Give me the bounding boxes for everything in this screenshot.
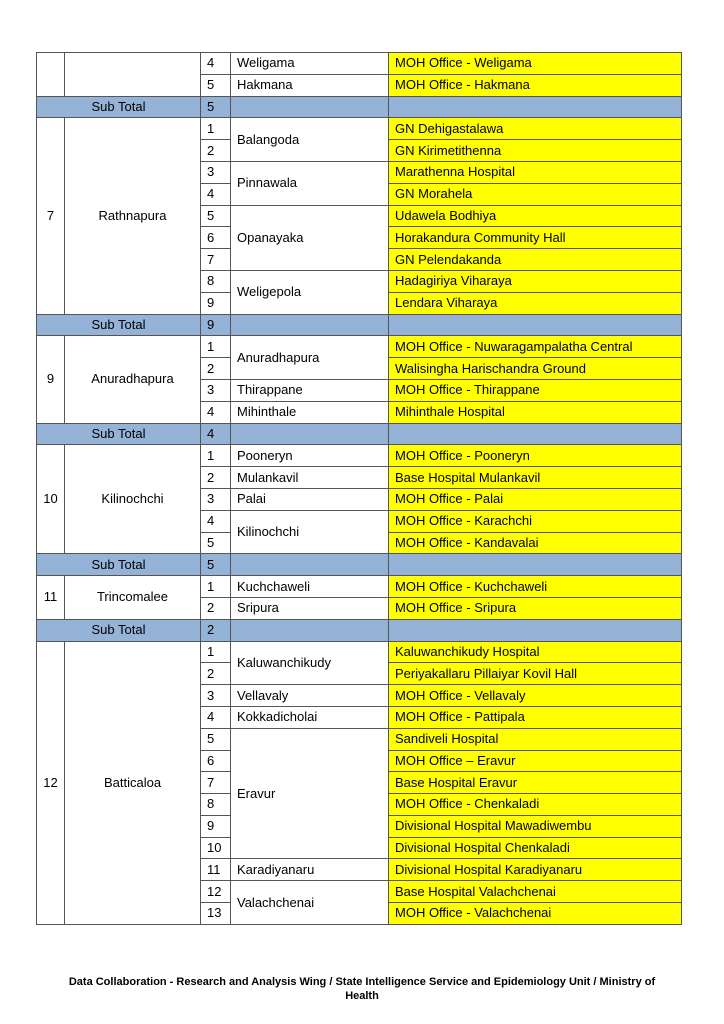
vaccination-center: Walisingha Harischandra Ground	[389, 358, 682, 380]
district-name: Trincomalee	[65, 576, 201, 620]
center-index: 4	[201, 706, 231, 728]
subtotal-empty-cell	[389, 619, 682, 641]
center-index: 1	[201, 576, 231, 598]
district-number: 10	[37, 445, 65, 554]
vaccination-center: Divisional Hospital Karadiyanaru	[389, 859, 682, 881]
center-index: 4	[201, 53, 231, 75]
subtotal-label: Sub Total	[37, 423, 201, 445]
center-index: 7	[201, 772, 231, 794]
center-index: 3	[201, 161, 231, 183]
vaccination-center: MOH Office - Palai	[389, 488, 682, 510]
center-index: 3	[201, 488, 231, 510]
footer-line-1: Data Collaboration - Research and Analysis Wing / State Intelligence Service and Epidemiology Unit / Ministry of	[68, 976, 656, 988]
center-index: 2	[201, 358, 231, 380]
subtotal-row	[37, 96, 682, 118]
moh-area: Weligepola	[231, 270, 389, 314]
subtotal-value: 9	[201, 314, 231, 336]
center-index: 5	[201, 205, 231, 227]
vaccination-centers-table	[36, 52, 682, 925]
vaccination-center: GN Dehigastalawa	[389, 118, 682, 140]
table-row	[37, 336, 682, 358]
vaccination-center: MOH Office - Kandavalai	[389, 532, 682, 554]
district-name	[65, 53, 201, 97]
district-name: Rathnapura	[65, 118, 201, 314]
vaccination-center: Horakandura Community Hall	[389, 227, 682, 249]
district-number: 12	[37, 641, 65, 924]
center-index: 5	[201, 728, 231, 750]
vaccination-center: MOH Office - Kuchchaweli	[389, 576, 682, 598]
vaccination-center: Kaluwanchikudy Hospital	[389, 641, 682, 663]
vaccination-center: MOH Office – Eravur	[389, 750, 682, 772]
center-index: 8	[201, 270, 231, 292]
vaccination-center: MOH Office - Hakmana	[389, 74, 682, 96]
vaccination-center: Divisional Hospital Mawadiwembu	[389, 815, 682, 837]
moh-area: Valachchenai	[231, 881, 389, 925]
center-index: 1	[201, 336, 231, 358]
subtotal-empty-cell	[231, 314, 389, 336]
moh-area: Palai	[231, 488, 389, 510]
table-row	[37, 576, 682, 598]
subtotal-empty-cell	[389, 554, 682, 576]
moh-area: Mulankavil	[231, 467, 389, 489]
subtotal-empty-cell	[389, 423, 682, 445]
vaccination-center: MOH Office - Chenkaladi	[389, 794, 682, 816]
vaccination-center: MOH Office - Sripura	[389, 597, 682, 619]
subtotal-empty-cell	[231, 423, 389, 445]
center-index: 6	[201, 750, 231, 772]
vaccination-center: Periyakallaru Pillaiyar Kovil Hall	[389, 663, 682, 685]
vaccination-center: Divisional Hospital Chenkaladi	[389, 837, 682, 859]
table-row	[37, 641, 682, 663]
subtotal-row	[37, 314, 682, 336]
moh-area: Eravur	[231, 728, 389, 859]
vaccination-center: MOH Office - Vellavaly	[389, 685, 682, 707]
center-index: 13	[201, 903, 231, 925]
district-number: 7	[37, 118, 65, 314]
subtotal-value: 5	[201, 96, 231, 118]
center-index: 3	[201, 379, 231, 401]
table-body	[37, 53, 682, 925]
moh-area: Thirappane	[231, 379, 389, 401]
moh-area: Opanayaka	[231, 205, 389, 270]
vaccination-center: MOH Office - Pooneryn	[389, 445, 682, 467]
vaccination-center: MOH Office - Nuwaragampalatha Central	[389, 336, 682, 358]
district-name: Anuradhapura	[65, 336, 201, 423]
center-index: 9	[201, 292, 231, 314]
moh-area: Anuradhapura	[231, 336, 389, 380]
district-name: Batticaloa	[65, 641, 201, 924]
vaccination-center: Base Hospital Eravur	[389, 772, 682, 794]
moh-area: Kuchchaweli	[231, 576, 389, 598]
vaccination-center: Base Hospital Mulankavil	[389, 467, 682, 489]
district-name: Kilinochchi	[65, 445, 201, 554]
center-index: 4	[201, 183, 231, 205]
center-index: 4	[201, 510, 231, 532]
moh-area: Sripura	[231, 597, 389, 619]
vaccination-center: Sandiveli Hospital	[389, 728, 682, 750]
center-index: 1	[201, 118, 231, 140]
center-index: 12	[201, 881, 231, 903]
subtotal-value: 5	[201, 554, 231, 576]
center-index: 5	[201, 74, 231, 96]
moh-area: Karadiyanaru	[231, 859, 389, 881]
footer-line-2: Health	[345, 990, 379, 1002]
center-index: 6	[201, 227, 231, 249]
page-footer	[0, 975, 724, 1003]
moh-area: Hakmana	[231, 74, 389, 96]
center-index: 4	[201, 401, 231, 423]
subtotal-row	[37, 619, 682, 641]
subtotal-label: Sub Total	[37, 619, 201, 641]
vaccination-center: MOH Office - Valachchenai	[389, 903, 682, 925]
vaccination-center: Hadagiriya Viharaya	[389, 270, 682, 292]
subtotal-value: 2	[201, 619, 231, 641]
vaccination-center: MOH Office - Thirappane	[389, 379, 682, 401]
vaccination-center: GN Kirimetithenna	[389, 140, 682, 162]
vaccination-center: MOH Office - Karachchi	[389, 510, 682, 532]
center-index: 9	[201, 815, 231, 837]
vaccination-center: Marathenna Hospital	[389, 161, 682, 183]
subtotal-row	[37, 554, 682, 576]
vaccination-center: GN Morahela	[389, 183, 682, 205]
vaccination-center: GN Pelendakanda	[389, 249, 682, 271]
center-index: 11	[201, 859, 231, 881]
moh-area: Kaluwanchikudy	[231, 641, 389, 685]
vaccination-center: MOH Office - Weligama	[389, 53, 682, 75]
moh-area: Pooneryn	[231, 445, 389, 467]
center-index: 3	[201, 685, 231, 707]
moh-area: Weligama	[231, 53, 389, 75]
center-index: 10	[201, 837, 231, 859]
vaccination-center: Mihinthale Hospital	[389, 401, 682, 423]
table-row	[37, 53, 682, 75]
vaccination-center: MOH Office - Pattipala	[389, 706, 682, 728]
vaccination-center: Lendara Viharaya	[389, 292, 682, 314]
subtotal-empty-cell	[389, 96, 682, 118]
table-row	[37, 118, 682, 140]
moh-area: Pinnawala	[231, 161, 389, 205]
center-index: 7	[201, 249, 231, 271]
moh-area: Mihinthale	[231, 401, 389, 423]
moh-area: Balangoda	[231, 118, 389, 162]
center-index: 2	[201, 597, 231, 619]
subtotal-label: Sub Total	[37, 554, 201, 576]
subtotal-empty-cell	[389, 314, 682, 336]
moh-area: Kilinochchi	[231, 510, 389, 554]
vaccination-center: Base Hospital Valachchenai	[389, 881, 682, 903]
center-index: 2	[201, 467, 231, 489]
district-number: 9	[37, 336, 65, 423]
moh-area: Kokkadicholai	[231, 706, 389, 728]
center-index: 8	[201, 794, 231, 816]
subtotal-empty-cell	[231, 96, 389, 118]
center-index: 1	[201, 641, 231, 663]
subtotal-label: Sub Total	[37, 314, 201, 336]
center-index: 5	[201, 532, 231, 554]
center-index: 2	[201, 140, 231, 162]
subtotal-value: 4	[201, 423, 231, 445]
district-number: 11	[37, 576, 65, 620]
vaccination-center: Udawela Bodhiya	[389, 205, 682, 227]
center-index: 2	[201, 663, 231, 685]
subtotal-label: Sub Total	[37, 96, 201, 118]
subtotal-empty-cell	[231, 619, 389, 641]
center-index: 1	[201, 445, 231, 467]
moh-area: Vellavaly	[231, 685, 389, 707]
subtotal-row	[37, 423, 682, 445]
subtotal-empty-cell	[231, 554, 389, 576]
table-row	[37, 445, 682, 467]
district-number	[37, 53, 65, 97]
